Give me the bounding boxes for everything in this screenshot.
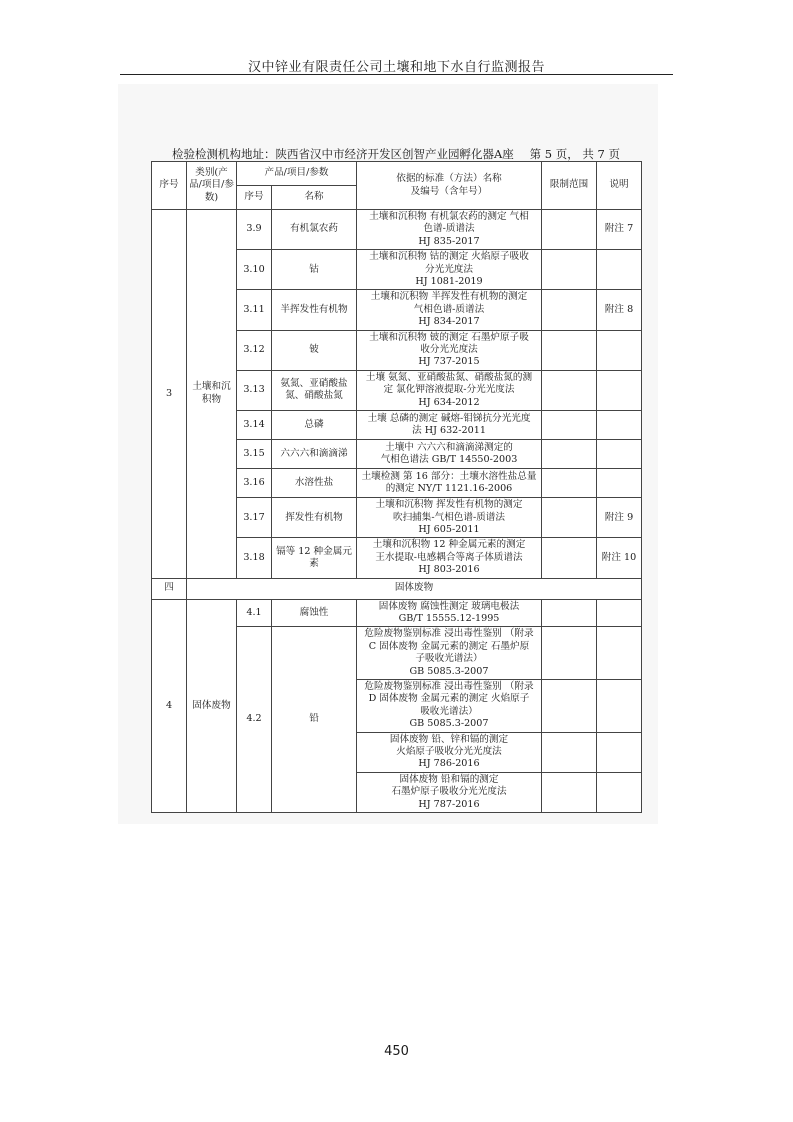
header-limit: 限制范围 [542,162,597,210]
section3-seq: 3 [152,210,187,579]
row-note [597,440,642,469]
report-header-title: 汉中锌业有限责任公司土壤和地下水自行监测报告 [247,60,545,75]
row-limit [542,498,597,538]
row-id: 3.14 [237,411,272,440]
row-id: 3.9 [237,210,272,250]
header-sub-seq: 序号 [237,186,272,210]
row-note: 附注 7 [597,210,642,250]
header-standard: 依据的标准（方法）名称 及编号（含年号） [357,162,542,210]
row-standard: 固体废物 腐蚀性测定 玻璃电极法 GB/T 15555.12-1995 [357,599,542,627]
row-name: 镉等 12 种金属元素 [272,538,357,578]
row-standard: 土壤和沉积物 钴的测定 火焰原子吸收 分光光度法 HJ 1081-2019 [357,250,542,290]
info-line [172,146,620,162]
header-category: 类别(产品/项目/参数) [187,162,237,210]
row-standard: 固体废物 铅、锌和镉的测定 火焰原子吸收分光光度法 HJ 786-2016 [357,732,542,772]
row-name: 总磷 [272,411,357,440]
scope-table [151,161,642,813]
table-row [152,599,642,627]
header-seq: 序号 [152,162,187,210]
table-row [152,210,642,250]
row-note [597,330,642,370]
row-name: 铍 [272,330,357,370]
section4-seq: 4 [152,599,187,813]
row-id: 3.15 [237,440,272,469]
row-id: 3.16 [237,469,272,498]
row-note [597,599,642,627]
row-limit [542,599,597,627]
row-limit [542,370,597,410]
row-standard: 土壤和沉积物 12 种金属元素的测定 王水提取-电感耦合等离子体质谱法 HJ 803-2016 [357,538,542,578]
row-id: 3.18 [237,538,272,578]
lab-address: 检验检测机构地址：陕西省汉中市经济开发区创智产业园孵化器A座 [172,147,514,161]
section3-category: 土壤和沉积物 [187,210,237,579]
row-name: 有机氯农药 [272,210,357,250]
row-standard: 土壤和沉积物 有机氯农药的测定 气相 色谱-质谱法 HJ 835-2017 [357,210,542,250]
header-note: 说明 [597,162,642,210]
row-standard: 土壤 氨氮、亚硝酸盐氮、硝酸盐氮的测 定 氯化钾溶液提取-分光光度法 HJ 634-2012 [357,370,542,410]
row-limit [542,469,597,498]
header-row-1 [152,162,642,186]
row-note [597,469,642,498]
row-limit [542,250,597,290]
section4-header-seq: 四 [152,578,187,599]
row-limit [542,330,597,370]
row-standard: 土壤和沉积物 铍的测定 石墨炉原子吸 收分光光度法 HJ 737-2015 [357,330,542,370]
row-id: 3.10 [237,250,272,290]
row-note [597,679,642,732]
row-limit [542,679,597,732]
row-limit [542,772,597,812]
row-limit [542,210,597,250]
row-name: 氨氮、亚硝酸盐氮、硝酸盐氮 [272,370,357,410]
row-standard: 固体废物 铅和镉的测定 石墨炉原子吸收分光光度法 HJ 787-2016 [357,772,542,812]
row-standard: 土壤中 六六六和滴滴涕测定的 气相色谱法 GB/T 14550-2003 [357,440,542,469]
row-name: 铅 [272,627,357,813]
row-name: 腐蚀性 [272,599,357,627]
row-note: 附注 8 [597,290,642,330]
row-limit [542,411,597,440]
header-divider [120,74,673,75]
row-standard: 土壤 总磷的测定 碱熔-钼锑抗分光光度 法 HJ 632-2011 [357,411,542,440]
row-id: 4.1 [237,599,272,627]
section4-header-title: 固体废物 [187,578,642,599]
row-note [597,250,642,290]
row-id: 3.11 [237,290,272,330]
row-name: 六六六和滴滴涕 [272,440,357,469]
row-note: 附注 9 [597,498,642,538]
header-product-group: 产品/项目/参数 [237,162,357,186]
row-name: 钴 [272,250,357,290]
row-standard: 危险废物鉴别标准 浸出毒性鉴别 （附录 C 固体废物 金属元素的测定 石墨炉原 子吸收光谱法） GB 5085.3-2007 [357,627,542,680]
row-id: 3.17 [237,498,272,538]
section-header-row [152,578,642,599]
row-standard: 土壤检测 第 16 部分：土壤水溶性盐总量 的测定 NY/T 1121.16-2006 [357,469,542,498]
row-note: 附注 10 [597,538,642,578]
row-note [597,772,642,812]
page-number: 450 [384,1044,409,1059]
row-standard: 土壤和沉积物 半挥发性有机物的测定 气相色谱-质谱法 HJ 834-2017 [357,290,542,330]
section4-category: 固体废物 [187,599,237,813]
row-note [597,370,642,410]
row-limit [542,290,597,330]
row-id: 3.13 [237,370,272,410]
row-note [597,732,642,772]
header-name: 名称 [272,186,357,210]
row-note [597,411,642,440]
row-name: 半挥发性有机物 [272,290,357,330]
row-standard: 土壤和沉积物 挥发性有机物的测定 吹扫捕集-气相色谱-质谱法 HJ 605-2011 [357,498,542,538]
row-id: 3.12 [237,330,272,370]
row-limit [542,440,597,469]
row-name: 挥发性有机物 [272,498,357,538]
row-id: 4.2 [237,627,272,813]
row-limit [542,627,597,680]
row-standard: 危险废物鉴别标准 浸出毒性鉴别 （附录 D 固体废物 金属元素的测定 火焰原子 吸收光谱法） GB 5085.3-2007 [357,679,542,732]
row-name: 水溶性盐 [272,469,357,498]
row-note [597,627,642,680]
row-limit [542,538,597,578]
row-limit [542,732,597,772]
page-info: 第 5 页， 共 7 页 [529,147,620,161]
